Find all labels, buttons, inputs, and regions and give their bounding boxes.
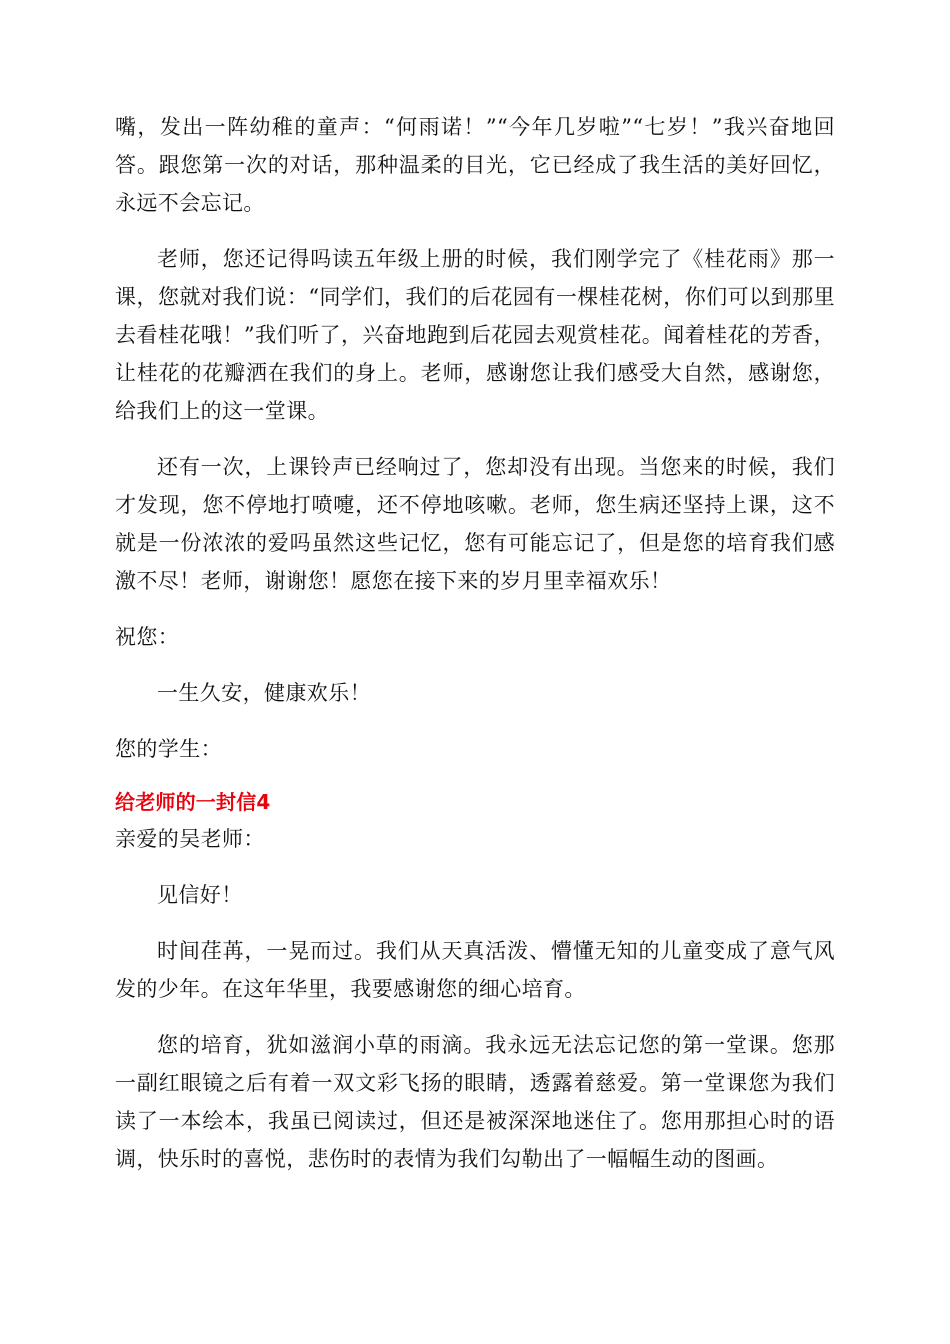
paragraph-blessing: 一生久安，健康欢乐！ (157, 681, 371, 705)
paragraph-greeting: 见信好！ (157, 883, 243, 907)
paragraph-letter-continued: 嘴，发出一阵幼稚的童声：“何雨诺！”“今年几岁啦”“七岁！”我兴奋地回答。跟您第一次的对话，那种温柔的目光，它已经成了我生活的美好回忆，永远不会忘记。 (115, 115, 835, 215)
document-body (115, 108, 835, 1196)
section-heading: 给老师的一封信4 (115, 790, 271, 814)
paragraph-time-passes: 时间荏苒，一晃而过。我们从天真活泼、懵懂无知的儿童变成了意气风发的少年。在这年华里，我要感谢您的细心培育。 (115, 939, 835, 1001)
paragraph-osmanthus-memory: 老师，您还记得吗读五年级上册的时候，我们刚学完了《桂花雨》那一课，您就对我们说：“同学们，我们的后花园有一棵桂花树，你们可以到那里去看桂花哦！”我们听了，兴奋地跑到后花园去观赏桂花。闻着桂花的芳香，让桂花的花瓣洒在我们的身上。老师，感谢您让我们感受大自然，感谢您，给我们上的这一堂课。 (115, 247, 835, 423)
paragraph-signature: 您的学生： (115, 737, 222, 761)
paragraph-closing-wish: 祝您： (115, 625, 180, 649)
paragraph-sick-teacher-memory: 还有一次，上课铃声已经响过了，您却没有出现。当您来的时候，我们才发现，您不停地打喷嚏，还不停地咳嗽。老师，您生病还坚持上课，这不就是一份浓浓的爱吗虽然这些记忆，您有可能忘记了，但是您的培育我们感激不尽！老师，谢谢您！愿您在接下来的岁月里幸福欢乐！ (115, 455, 835, 593)
paragraph-salutation: 亲爱的吴老师： (115, 827, 265, 851)
paragraph-first-lesson: 您的培育，犹如滋润小草的雨滴。我永远无法忘记您的第一堂课。您那一副红眼镜之后有着一双文彩飞扬的眼睛，透露着慈爱。第一堂课您为我们读了一本绘本，我虽已阅读过，但还是被深深地迷住了。您用那担心时的语调，快乐时的喜悦，悲伤时的表情为我们勾勒出了一幅幅生动的图画。 (115, 1033, 835, 1171)
